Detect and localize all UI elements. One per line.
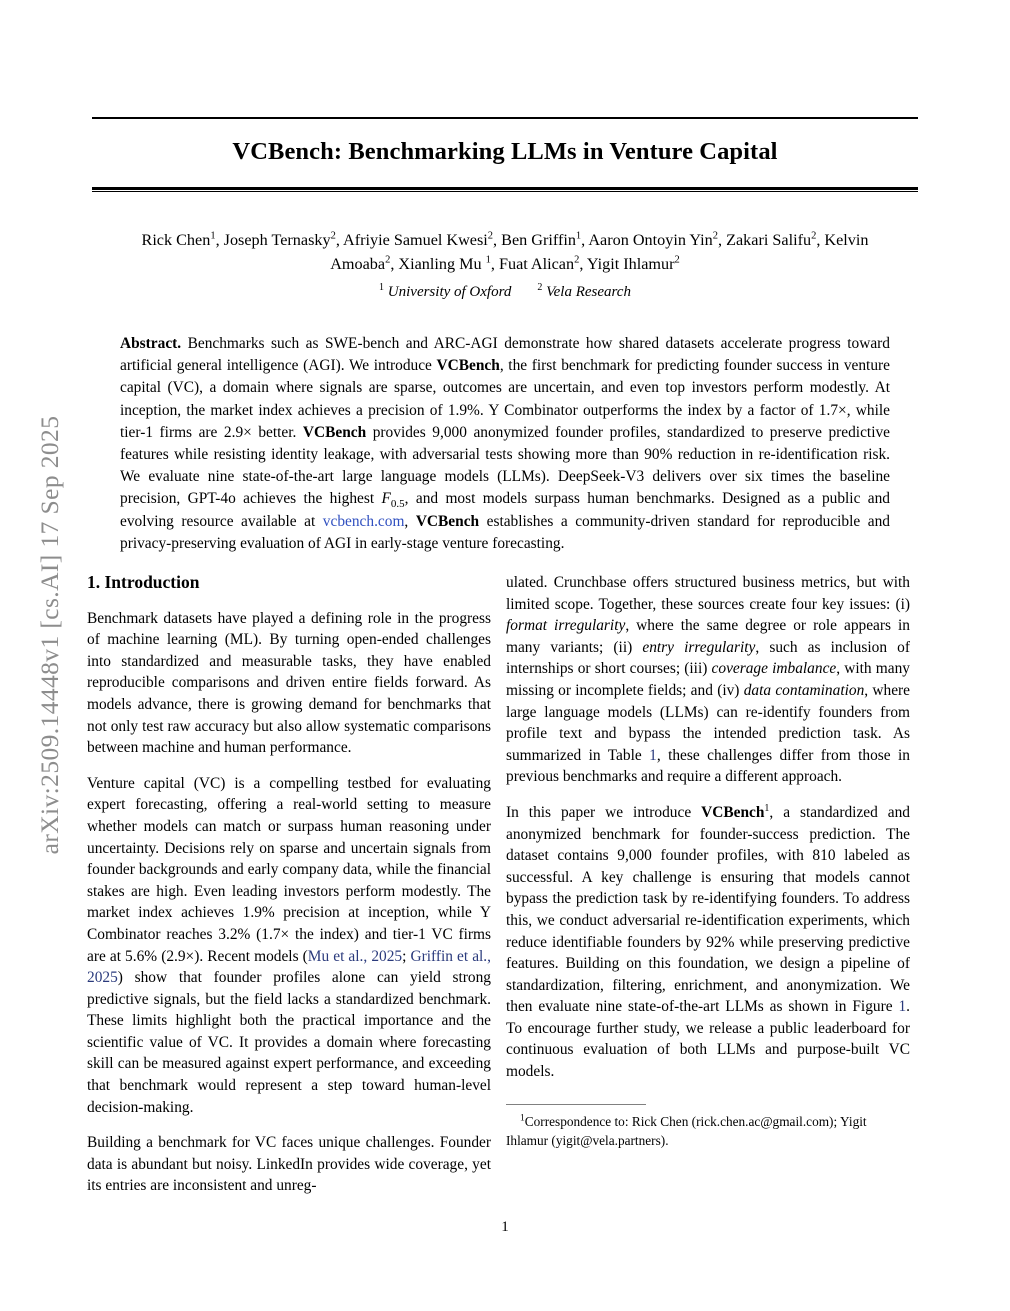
footnote-text: Correspondence to: Rick Chen (rick.chen.ac@gmail.com); Yigit Ihlamur (yigit@vela.partners). — [506, 1114, 867, 1148]
figure-reference-link[interactable]: 1 — [898, 998, 907, 1016]
author-name: , Fuat Alican — [490, 255, 575, 273]
paragraph-text: , where large language models (LLMs) can re-identify founders from profile text and bypass the intended prediction task. As summarized in Table — [506, 681, 910, 764]
abstract-text: , — [404, 512, 416, 530]
body-column-right — [506, 572, 910, 1083]
author-affil-marker: 1 — [575, 230, 582, 242]
footnote-block — [506, 1113, 910, 1150]
footnote-marker: 1 — [520, 1113, 525, 1124]
affiliation-name: University of Oxford — [387, 284, 512, 300]
author-affil-marker: 1 — [210, 230, 216, 242]
emphasis-entry-irregularity: entry irregularity — [642, 638, 756, 656]
author-affil-marker: 2 — [811, 230, 817, 242]
paragraph-text: In this paper we introduce — [506, 803, 702, 821]
title-rule-top — [92, 117, 918, 119]
abstract-bold-vcbench: VCBench — [415, 512, 480, 530]
paragraph-text: , where the same degree or role appears in many variants; (ii) — [506, 617, 910, 656]
bold-vcbench: VCBench — [701, 803, 765, 821]
author-name: , Xianling Mu — [390, 255, 486, 273]
author-name: , Kelvin — [816, 231, 869, 249]
abstract-bold-vcbench: VCBench — [436, 357, 500, 375]
abstract-math-subscript: 0.5 — [390, 498, 405, 511]
affiliations — [100, 284, 910, 301]
paragraph: Building a benchmark for VC faces unique challenges. Founder data is abundant but noisy. LinkedIn provides wide coverage, yet its entries are inconsistent and unreg- — [87, 1134, 491, 1195]
page-title: VCBench: Benchmarking LLMs in Venture Capital — [232, 138, 778, 165]
paragraph-text: ulated. Crunchbase offers structured business metrics, but with limited scope. Together, these sources create four key issues: (i) — [506, 574, 910, 613]
affiliation-name: Vela Research — [546, 284, 631, 300]
paragraph-text: , with many missing or incomplete fields; and (iv) — [506, 660, 910, 699]
abstract-text: establishes a community-driven standard for reproducible and privacy-preserving evaluation of AGI in early-stage venture forecasting. — [120, 512, 890, 552]
emphasis-format-irregularity: format irregularity — [506, 617, 626, 635]
paragraph-text: , these challenges differ from those in previous benchmarks and require a different approach. — [506, 746, 910, 786]
paragraph — [506, 572, 910, 788]
abstract-text: provides 9,000 anonymized founder profiles, standardized to preserve predictive features while resisting identity leakage, with adversarial tests showing more than 90% reduction in re-identification risk. We evaluate nine state-of-the-art large language models (LLMs). DeepSeek-V3 delivers over six times the baseline precision, GPT-4o achieves the highest — [120, 423, 890, 508]
author-name: , Zakari Salifu — [718, 231, 812, 249]
author-name: Amoaba — [330, 255, 386, 273]
abstract-bold-vcbench: VCBench — [302, 423, 367, 441]
paragraph-text: . To encourage further study, we release a public leaderboard for continuous evaluation of both LLMs and purpose-built VC models. — [506, 998, 910, 1081]
abstract-math-symbol: F — [381, 490, 391, 508]
paragraph — [87, 773, 491, 1119]
table-reference-link[interactable]: 1 — [649, 746, 657, 764]
author-name: Rick Chen — [141, 231, 211, 249]
paragraph — [506, 802, 910, 1083]
section-heading-introduction: 1. Introduction — [87, 572, 200, 592]
title-rule-bottom-outer — [92, 187, 918, 190]
paragraph-text: ) show that founder profiles alone can yield strong predictive signals, but the field lacks a standardized benchmark. These limits highlight both the practical importance and the scientific value of VC. It provides a domain where forecasting skill can be measured against expert performance, and exceeding that benchmark would represent a step toward human-level decision-making. — [87, 969, 491, 1116]
author-affil-marker: 2 — [385, 254, 391, 266]
author-name: , Afriyie Samuel Kwesi — [335, 231, 488, 249]
paragraph-text: ; — [402, 947, 411, 965]
body-column-left — [87, 572, 491, 1197]
page-number: 1 — [501, 1219, 509, 1235]
citation-link-griffin-2025[interactable]: Griffin et al., 2025 — [87, 947, 491, 987]
footnote-reference-marker[interactable]: 1 — [764, 802, 770, 814]
citation-link-mu-2025[interactable]: Mu et al., 2025 — [307, 947, 403, 965]
author-affil-marker: 2 — [674, 254, 680, 266]
arxiv-identifier-stamp: arXiv:2509.14448v1 [cs.AI] 17 Sep 2025 — [35, 415, 64, 855]
author-affil-marker: 2 — [574, 254, 580, 266]
paragraph-text: , such as inclusion of internships or short courses; (iii) — [506, 638, 910, 678]
author-name: , Joseph Ternasky — [215, 231, 331, 249]
author-affil-marker: 2 — [712, 230, 719, 242]
author-affil-marker: 1 — [485, 254, 491, 266]
emphasis-coverage-imbalance: coverage imbalance — [711, 660, 837, 678]
abstract-block — [120, 333, 890, 555]
affiliation-marker: 1 — [379, 282, 385, 293]
paragraph-text: Venture capital (VC) is a compelling testbed for evaluating expert forecasting, offering a real-world setting to measure whether models can match or surpass human reasoning under uncertainty. Decisions rely on sparse and uncertain signals from founder backgrounds and early company data, while the financial stakes are high. Even leading investors perform modestly. The market index achieves 1.9% precision at inception, while Y Combinator reaches 3.2% (1.7× the index) and tier-1 VC firms are at 5.6% (2.9×). Recent models ( — [87, 774, 491, 965]
abstract-label: Abstract. — [120, 335, 182, 352]
author-name: , Yigit Ihlamur — [579, 255, 675, 273]
affiliation-marker: 2 — [537, 282, 543, 293]
footnote-separator-rule — [506, 1104, 646, 1105]
paragraph: Benchmark datasets have played a defining role in the progress of machine learning (ML). By turning open-ended challenges into standardized and measurable tasks, they have enabled reproducible comparisons and driven entire fields forward. As models advance, there is growing demand for benchmarks that not only test raw accuracy but also allow systematic comparisons between machine and human performance. — [87, 609, 491, 757]
title-rule-bottom-inner — [92, 191, 918, 192]
abstract-text: , the first benchmark for predicting founder success in venture capital (VC), a domain where signals are sparse, outcomes are uncertain, and even top investors perform modestly. At inception, the market index achieves a precision of 1.9%. Y Combinator outperforms the index by a factor of 1.7×, while tier-1 firms are 2.9× better. — [120, 357, 890, 441]
author-name: , Ben Griffin — [493, 231, 576, 249]
vcbench-website-link[interactable]: vcbench.com — [322, 512, 405, 530]
abstract-text: , and most models surpass human benchmarks. Designed as a public and evolving resource available at — [120, 490, 890, 530]
emphasis-data-contamination: data contamination — [743, 681, 865, 699]
abstract-text: Benchmarks such as SWE-bench and ARC-AGI demonstrate how shared datasets accelerate progress toward artificial general intelligence (AGI). We introduce — [120, 335, 890, 375]
paragraph-text: , a standardized and anonymized benchmark for founder-success prediction. The dataset contains 9,000 founder profiles, with 810 labeled as successful. A key challenge is ensuring that models cannot bypass the prediction task by re-identifying founders. To address this, we conduct adversarial re-identification experiments, which reduce identifiable founders by 92% while preserving predictive features. Building on this foundation, we design a pipeline of standardization, filtering, enrichment, and anonymization. We then evaluate nine state-of-the-art LLMs as shown in Figure — [506, 803, 910, 1016]
author-affil-marker: 2 — [330, 230, 336, 242]
authors-list — [100, 228, 910, 276]
author-affil-marker: 2 — [487, 230, 494, 242]
author-name: , Aaron Ontoyin Yin — [581, 231, 713, 249]
